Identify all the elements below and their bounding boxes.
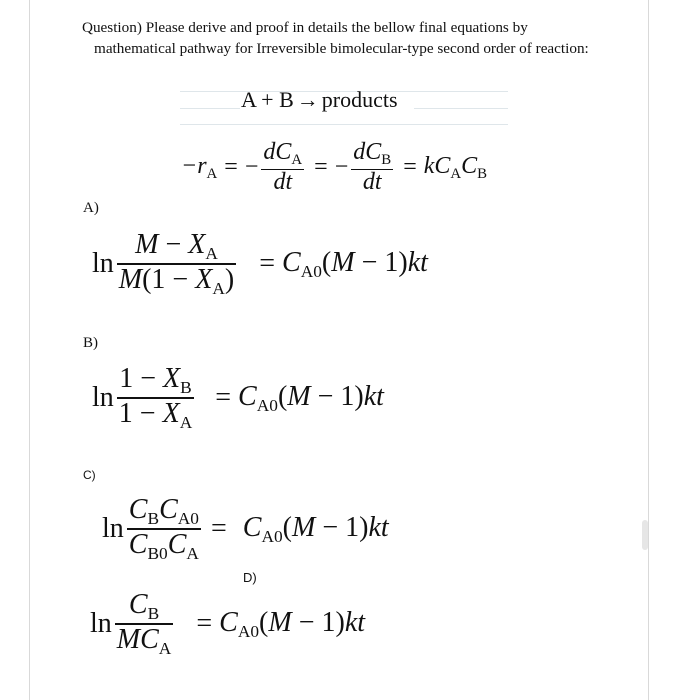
kt-term: kt [407,246,428,278]
c-term: C [128,528,148,560]
c-term: C [128,589,148,620]
fraction-dcb-dt [351,140,393,196]
subscript: A [205,244,218,264]
subscript: B [180,378,192,398]
subscript: A [186,543,199,563]
fraction-b [117,364,194,432]
conversion-x: X [195,263,213,295]
fraction-d [115,590,174,658]
rate-lhs: −r [181,152,207,179]
open-paren: ( [259,606,269,638]
frame-line [414,108,508,109]
fraction-c [127,495,201,563]
denominator-m: M [118,263,143,295]
equals-sign: = [314,154,328,181]
kt-term: kt [368,511,389,543]
c-term: C [282,246,301,278]
equals-sign: = [210,513,227,545]
minus-one: − 1) [354,246,408,278]
open-paren: ( [321,246,332,278]
conversion-x: X [188,229,206,260]
kt-term: kt [344,606,366,638]
reaction-reactants: A + B [241,87,294,112]
conversion-x: X [162,397,180,429]
paren-term: (1 − [142,263,196,295]
subscript: A [291,152,303,169]
subscript: B0 [147,543,168,563]
frame-line [180,124,508,125]
c-term: C [219,606,238,638]
m-term: M [331,246,355,278]
conversion-x: X [163,363,181,394]
subscript: B [147,604,160,624]
ln-operator: ln [92,248,114,280]
close-paren: ) [224,263,235,295]
m-term: M [292,511,316,543]
equals-sign: = [196,608,213,640]
label-d: D) [243,570,257,585]
m-term: M [268,606,292,638]
reaction-arrow: → [296,87,319,112]
reaction-products: products [321,87,398,112]
equation-b [92,364,384,432]
subscript: A0 [177,509,199,529]
numerator: dC [263,139,292,165]
minus-one: − 1) [291,606,345,638]
minus-sign: − [334,154,349,181]
scroll-marker[interactable] [642,520,648,550]
ln-operator: ln [92,382,114,414]
concentration-term: C [461,152,478,179]
minus-one: − 1) [315,511,369,543]
question-line-1: Question) Please derive and proof in details the bellow final equations by [82,19,528,36]
equals-sign: = [403,154,417,181]
question-text [82,17,604,59]
subscript: B [147,509,160,529]
open-paren: ( [282,511,292,543]
c-term: C [242,511,262,543]
rate-equation [181,140,487,196]
minus-one: − 1) [310,380,364,412]
equals-sign: = [224,154,238,181]
subscript: A [158,638,172,658]
question-line-2: mathematical pathway for Irreversible bimolecular-type second order of reaction: [94,40,589,57]
denominator: dt [362,169,382,196]
c-term: C [238,380,257,412]
frame-line [180,108,240,109]
equation-c [102,495,389,563]
subscript: A0 [256,395,278,415]
label-a: A) [83,200,99,216]
c-term: C [167,528,187,560]
c-term: C [128,494,148,525]
reaction-equation [241,87,398,113]
label-c: C) [83,468,96,482]
m-term: M [287,380,311,412]
subscript: A0 [237,621,260,641]
subscript: B [477,165,488,182]
ln-operator: ln [90,608,112,640]
subscript: A0 [300,261,322,281]
equation-a [92,230,428,298]
equals-sign: = [259,248,276,280]
subscript: A [179,412,193,432]
equation-d [90,590,365,658]
one-minus: 1 − [119,363,164,394]
rate-constant-term: kC [423,152,451,179]
equals-sign: = [215,382,232,414]
subscript: A [450,165,462,182]
kt-term: kt [363,380,384,412]
denominator: dt [273,169,293,196]
numerator: dC [353,139,382,165]
numerator-m: M [135,229,159,260]
c-term: C [159,494,178,525]
open-paren: ( [277,380,288,412]
fraction-a [117,230,236,298]
rate-lhs-sub: A [206,165,218,182]
subscript: A0 [261,526,283,546]
minus-sign: − [244,154,259,181]
fraction-dca-dt [261,140,304,196]
minus-sign: − [158,229,189,260]
mc-term: MC [116,623,159,655]
subscript: B [381,152,392,169]
label-b: B) [83,335,98,351]
subscript: A [212,278,225,298]
ln-operator: ln [102,513,124,545]
one-minus: 1 − [118,397,163,429]
